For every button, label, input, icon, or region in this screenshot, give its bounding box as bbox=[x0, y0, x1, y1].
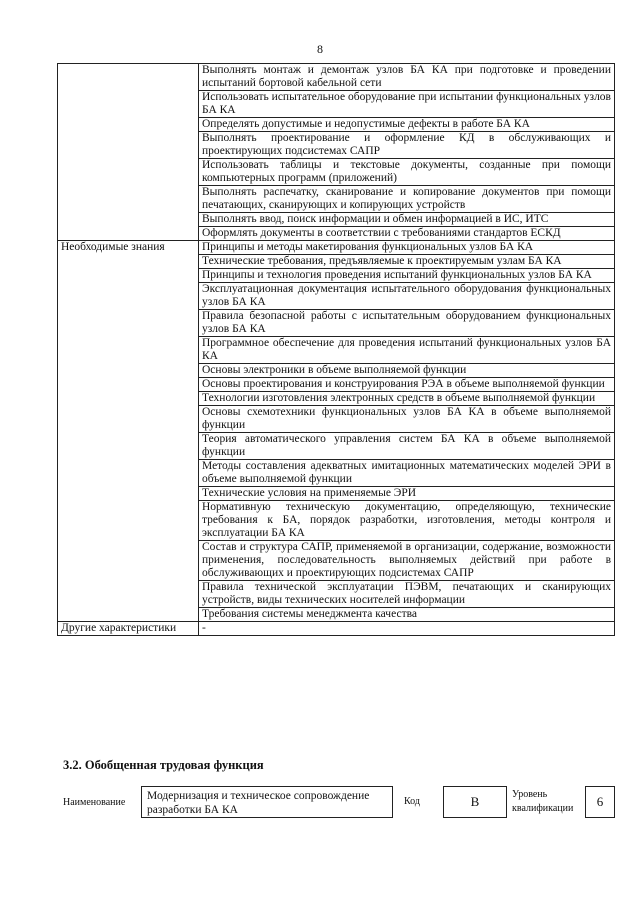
code-value: В bbox=[443, 786, 507, 818]
knowledge-item: Технические условия на применяемые ЭРИ bbox=[199, 487, 615, 501]
knowledge-item: Технические требования, предъявляемые к проектируемым узлам БА КА bbox=[199, 255, 615, 269]
knowledge-item: Нормативную техническую документацию, определяющую, технические требования к БА, порядок разработки, изготовления, методы контроля и эксплуатации БА КА bbox=[199, 501, 615, 541]
knowledge-item: Методы составления адекватных имитационных математических моделей ЭРИ в объеме выполняемой функции bbox=[199, 460, 615, 487]
skills-item: Выполнять ввод, поиск информации и обмен информацией в ИС, ИТС bbox=[199, 213, 615, 227]
knowledge-item: Правила технической эксплуатации ПЭВМ, печатающих и сканирующих устройств, виды технических носителей информации bbox=[199, 581, 615, 608]
other-characteristics-label: Другие характеристики bbox=[58, 622, 199, 636]
name-label: Наименование bbox=[63, 797, 126, 808]
page-number: 8 bbox=[317, 42, 323, 56]
knowledge-item: Основы электроники в объеме выполняемой функции bbox=[199, 364, 615, 378]
knowledge-item: Правила безопасной работы с испытательным оборудованием функциональных узлов БА КА bbox=[199, 310, 615, 337]
knowledge-item: Технологии изготовления электронных средств в объеме выполняемой функции bbox=[199, 392, 615, 406]
skills-item: Выполнять распечатку, сканирование и копирование документов при помощи печатающих, сканирующих и копирующих устройств bbox=[199, 186, 615, 213]
knowledge-label: Необходимые знания bbox=[58, 241, 199, 622]
level-label bbox=[512, 788, 578, 816]
name-value: Модернизация и техническое сопровождение разработки БА КА bbox=[141, 786, 393, 818]
code-label: Код bbox=[404, 796, 420, 807]
table-row bbox=[58, 64, 615, 91]
knowledge-item: Принципы и методы макетирования функциональных узлов БА КА bbox=[199, 241, 615, 255]
level-value: 6 bbox=[585, 786, 615, 818]
knowledge-item: Основы проектирования и конструирования РЭА в объеме выполняемой функции bbox=[199, 378, 615, 392]
table-row bbox=[58, 622, 615, 636]
knowledge-item: Теория автоматического управления систем БА КА в объеме выполняемой функции bbox=[199, 433, 615, 460]
table-row bbox=[58, 241, 615, 255]
knowledge-item: Программное обеспечение для проведения испытаний функциональных узлов БА КА bbox=[199, 337, 615, 364]
skills-item: Выполнять проектирование и оформление КД в обслуживающих и проектирующих подсистемах САПР bbox=[199, 132, 615, 159]
requirements-table bbox=[57, 63, 615, 636]
skills-item: Оформлять документы в соответствии с требованиями стандартов ЕСКД bbox=[199, 227, 615, 241]
skills-label bbox=[58, 64, 199, 241]
knowledge-item: Эксплуатационная документация испытательного оборудования функциональных узлов БА КА bbox=[199, 283, 615, 310]
other-characteristics-value: - bbox=[199, 622, 615, 636]
skills-item: Определять допустимые и недопустимые дефекты в работе БА КА bbox=[199, 118, 615, 132]
skills-item: Использовать испытательное оборудование при испытании функциональных узлов БА КА bbox=[199, 91, 615, 118]
knowledge-item: Требования системы менеджмента качества bbox=[199, 608, 615, 622]
knowledge-item: Основы схемотехники функциональных узлов БА КА в объеме выполняемой функции bbox=[199, 406, 615, 433]
section-title: 3.2. Обобщенная трудовая функция bbox=[63, 758, 264, 772]
skills-item: Выполнять монтаж и демонтаж узлов БА КА при подготовке и проведении испытаний бортовой кабельной сети bbox=[199, 64, 615, 91]
level-label-text: Уровень квалификации bbox=[512, 789, 574, 814]
skills-item: Использовать таблицы и текстовые документы, созданные при помощи компьютерных программ (приложений) bbox=[199, 159, 615, 186]
knowledge-item: Состав и структура САПР, применяемой в организации, содержание, возможности применения, последовательность выполняемых действий при работе в обслуживающих и проектирующих подсистемах САПР bbox=[199, 541, 615, 581]
knowledge-item: Принципы и технология проведения испытаний функциональных узлов БА КА bbox=[199, 269, 615, 283]
